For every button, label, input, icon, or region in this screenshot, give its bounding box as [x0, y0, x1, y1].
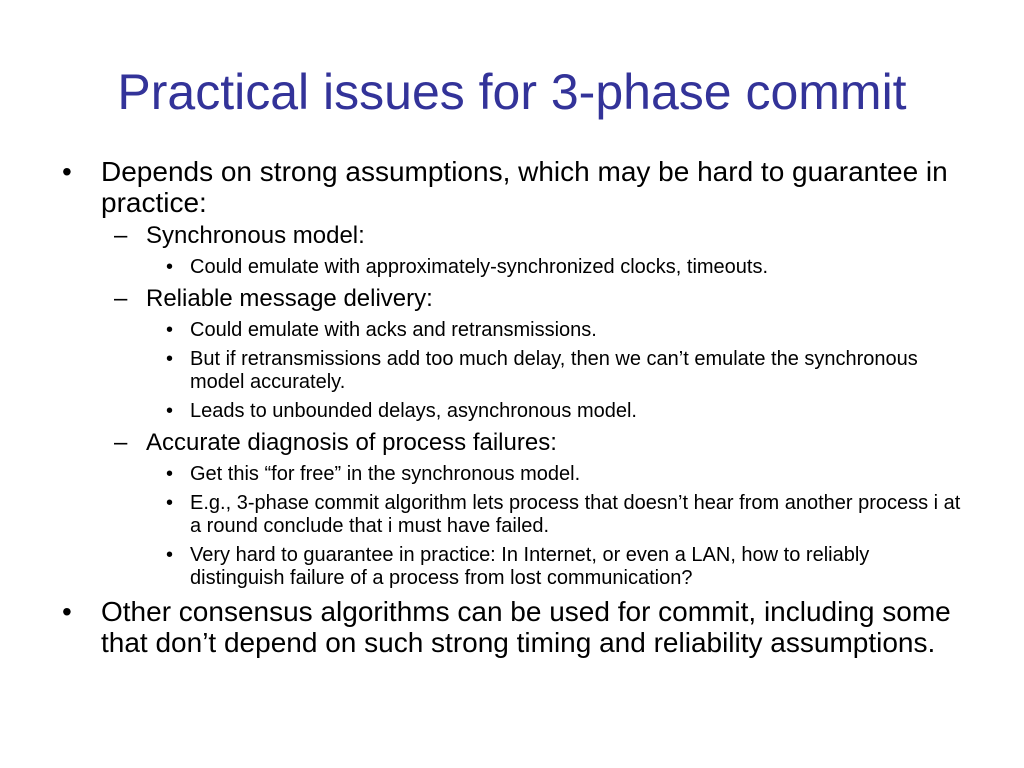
item-text: Leads to unbounded delays, asynchronous model. [190, 400, 637, 422]
bullet-marker: • [62, 596, 72, 627]
sub-bullet-synchronous-model [114, 222, 962, 250]
item-bullet [164, 544, 962, 590]
bullet-strong-assumptions [62, 156, 962, 218]
bullet-text: Other consensus algorithms can be used for commit, including some that don’t depend on such strong timing and reliability assumptions. [101, 596, 951, 658]
item-bullet [164, 492, 962, 538]
bullet-marker: • [166, 400, 174, 422]
item-text: But if retransmissions add too much delay, then we can’t emulate the synchronous model accurately. [190, 348, 918, 393]
item-bullet [164, 256, 962, 279]
bullet-marker: • [62, 156, 72, 187]
bullet-marker: • [166, 319, 174, 341]
sub-bullet-text: Synchronous model: [146, 222, 365, 249]
item-bullet [164, 319, 962, 342]
item-bullet [164, 463, 962, 486]
item-text: E.g., 3-phase commit algorithm lets process that doesn’t hear from another process i at a round conclude that i must have failed. [190, 492, 961, 537]
dash-marker: – [114, 285, 128, 312]
item-text: Could emulate with acks and retransmissions. [190, 319, 597, 341]
sub-bullet-failure-diagnosis [114, 429, 962, 457]
bullet-marker: • [166, 492, 174, 514]
slide-content [62, 156, 962, 662]
item-text: Get this “for free” in the synchronous model. [190, 463, 581, 485]
bullet-marker: • [166, 544, 174, 566]
sub-bullet-text: Accurate diagnosis of process failures: [146, 429, 557, 456]
dash-marker: – [114, 429, 128, 456]
bullet-marker: • [166, 348, 174, 370]
dash-marker: – [114, 222, 128, 249]
bullet-other-algorithms [62, 596, 962, 658]
sub-bullet-text: Reliable message delivery: [146, 285, 433, 312]
bullet-text: Depends on strong assumptions, which may be hard to guarantee in practice: [101, 156, 948, 218]
bullet-marker: • [166, 256, 174, 278]
item-bullet [164, 400, 962, 423]
bullet-marker: • [166, 463, 174, 485]
item-text: Very hard to guarantee in practice: In Internet, or even a LAN, how to reliably distinguish failure of a process from lost communication? [190, 544, 870, 589]
sub-bullet-reliable-delivery [114, 285, 962, 313]
slide-title: Practical issues for 3-phase commit [117, 64, 907, 120]
item-bullet [164, 348, 962, 394]
item-text: Could emulate with approximately-synchronized clocks, timeouts. [190, 256, 769, 278]
